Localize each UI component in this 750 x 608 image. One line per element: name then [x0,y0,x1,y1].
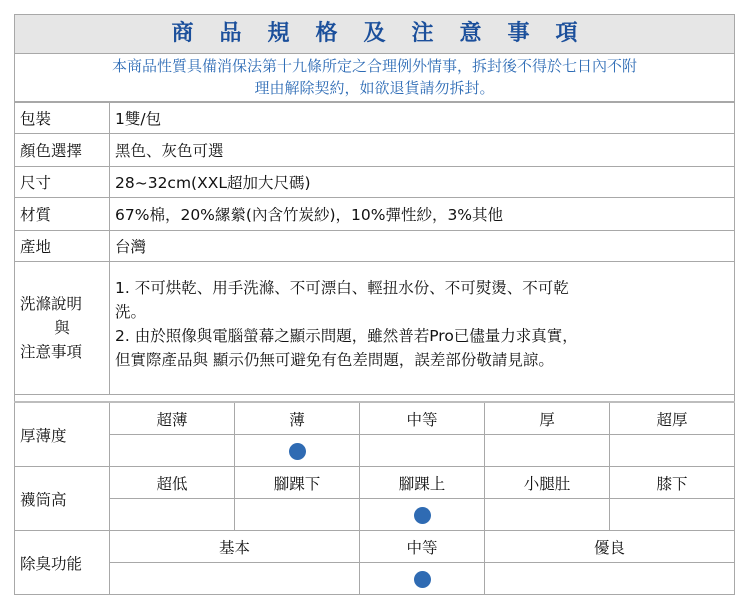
rating-marker-row [15,499,735,531]
rating-option: 小腿肚 [485,467,610,499]
spec-row-origin [15,231,735,262]
spec-row-material [15,198,735,231]
spec-value: 台灣 [110,231,735,262]
spec-label: 顏色選擇 [15,134,110,167]
spec-row-packaging [15,103,735,134]
rating-marker-row [15,435,735,467]
page-title: 商品規格及注意事項 [14,14,735,54]
spec-value: 1雙/包 [110,103,735,134]
spec-table [14,102,735,395]
care-line: 但實際產品與 顯示仍無可避免有色差問題，誤差部份敬請見諒。 [115,351,554,369]
rating-option: 薄 [235,402,360,435]
rating-option: 腳踝上 [360,467,485,499]
spec-label: 產地 [15,231,110,262]
rating-option: 優良 [485,531,735,563]
rating-option: 腳踝下 [235,467,360,499]
rating-option: 中等 [360,402,485,435]
rating-option: 超厚 [610,402,735,435]
selected-dot-icon [289,443,306,460]
rating-option: 基本 [110,531,360,563]
rating-option: 超薄 [110,402,235,435]
rating-marker-cell [110,563,360,595]
care-text [110,262,735,395]
spec-row-color [15,134,735,167]
rating-option: 膝下 [610,467,735,499]
rating-marker-cell [235,435,360,467]
spec-row-size [15,167,735,198]
care-line: 1. 不可烘乾、用手洗滌、不可漂白、輕扭水份、不可熨燙、不可乾 [115,279,569,297]
rating-label-thickness: 厚薄度 [15,402,110,467]
rating-option: 超低 [110,467,235,499]
spec-value: 67%棉，20%縲縈(內含竹炭紗)，10%彈性紗，3%其他 [110,198,735,231]
rating-table [14,401,735,595]
care-label-line: 洗滌說明 [20,295,83,313]
rating-marker-cell [110,499,235,531]
rating-marker-cell [485,435,610,467]
spec-value: 黑色、灰色可選 [110,134,735,167]
selected-dot-icon [414,507,431,524]
rating-marker-cell [485,563,735,595]
rating-options-row [15,531,735,563]
selected-dot-icon [414,571,431,588]
spec-label: 材質 [15,198,110,231]
rating-option: 中等 [360,531,485,563]
rating-marker-cell [485,499,610,531]
spec-row-care [15,262,735,395]
return-notice [14,54,735,102]
rating-options-row [15,467,735,499]
spec-label: 尺寸 [15,167,110,198]
rating-marker-cell [235,499,360,531]
notice-line-2: 理由解除契約，如欲退貨請勿拆封。 [254,79,495,97]
rating-marker-cell [360,499,485,531]
rating-label-deodorizing: 除臭功能 [15,531,110,595]
rating-marker-cell [360,435,485,467]
rating-marker-cell [360,563,485,595]
notice-line-1: 本商品性質具備消保法第十九條所定之合理例外情事，拆封後不得於七日內不附 [111,57,637,75]
rating-options-row [15,402,735,435]
care-label-line: 與 [54,319,70,337]
spec-label: 包裝 [15,103,110,134]
care-label-line: 注意事項 [20,343,83,361]
rating-marker-row [15,563,735,595]
rating-marker-cell [610,499,735,531]
care-label [15,262,110,395]
rating-label-cuff-height: 襪筒高 [15,467,110,531]
rating-option: 厚 [485,402,610,435]
spec-sheet [14,14,735,595]
rating-marker-cell [610,435,735,467]
rating-marker-cell [110,435,235,467]
care-line: 2. 由於照像與電腦螢幕之顯示問題，雖然普若Pro已儘量力求真實， [115,327,578,345]
care-line: 洗。 [115,303,147,321]
spec-value: 28~32cm(XXL超加大尺碼) [110,167,735,198]
